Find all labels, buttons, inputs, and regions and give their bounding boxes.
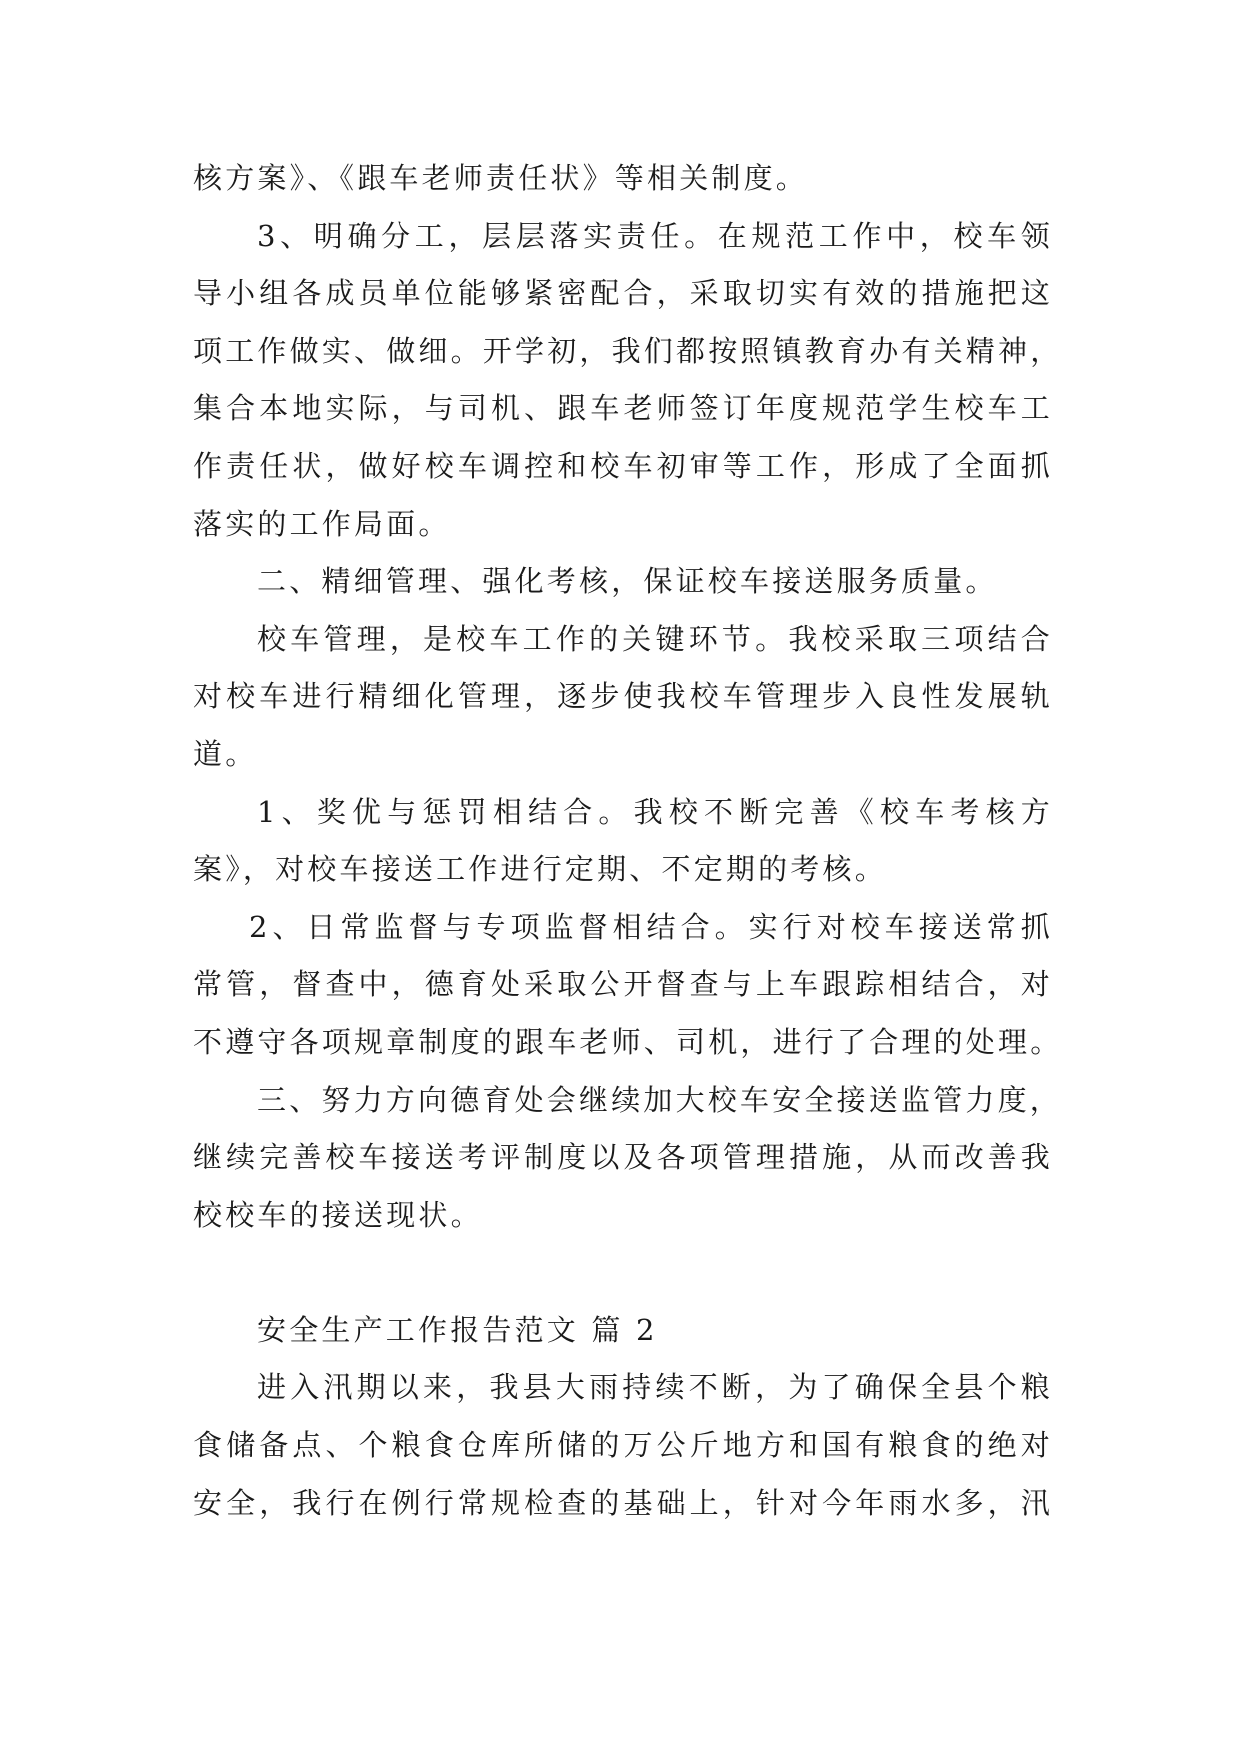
paragraph-start-line: 2、日常监督与专项监督相结合。实行对校车接送常抓 [249,909,1053,944]
paragraph-start-line: 1、奖优与惩罚相结合。我校不断完善《校车考核方 [257,794,1053,829]
document-body [193,150,1063,1532]
text-line: 核方案》、《跟车老师责任状》等相关制度。 [193,161,809,195]
section-heading: 二、精细管理、强化考核，保证校车接送服务质量。 [257,564,998,599]
text-line: 道。 [193,736,258,771]
text-line: 项工作做实、做细。开学初，我们都按照镇教育办有关精神， [193,333,1063,368]
text-line: 案》，对校车接送工作进行定期、不定期的考核。 [193,852,887,887]
paragraph-start-line: 3、明确分工，层层落实责任。在规范工作中，校车领 [257,218,1053,253]
text-line: 落实的工作局面。 [193,506,451,541]
text-line: 集合本地实际，与司机、跟车老师签订年度规范学生校车工 [193,391,1053,426]
article-title: 安全生产工作报告范文 篇 2 [257,1312,658,1347]
text-line: 导小组各成员单位能够紧密配合，采取切实有效的措施把这 [193,276,1053,311]
blank-line [193,1244,1053,1302]
text-line: 对校车进行精细化管理，逐步使我校车管理步入良性发展轨 [193,679,1053,714]
text-line: 食储备点、个粮食仓库所储的万公斤地方和国有粮食的绝对 [193,1428,1053,1463]
paragraph-start-line: 进入汛期以来，我县大雨持续不断，为了确保全县个粮 [257,1370,1053,1405]
text-line: 校校车的接送现状。 [193,1197,483,1232]
text-line: 常管，督查中，德育处采取公开督查与上车跟踪相结合，对 [193,967,1053,1002]
text-line: 不遵守各项规章制度的跟车老师、司机，进行了合理的处理。 [193,1024,1063,1059]
text-line: 作责任状，做好校车调控和校车初审等工作，形成了全面抓 [193,448,1053,483]
paragraph-start-line: 三、努力方向德育处会继续加大校车安全接送监管力度， [257,1082,1063,1117]
text-line: 安全，我行在例行常规检查的基础上，针对今年雨水多，汛 [193,1485,1053,1520]
text-line: 继续完善校车接送考评制度以及各项管理措施，从而改善我 [193,1140,1053,1175]
paragraph-start-line: 校车管理，是校车工作的关键环节。我校采取三项结合 [257,621,1053,656]
